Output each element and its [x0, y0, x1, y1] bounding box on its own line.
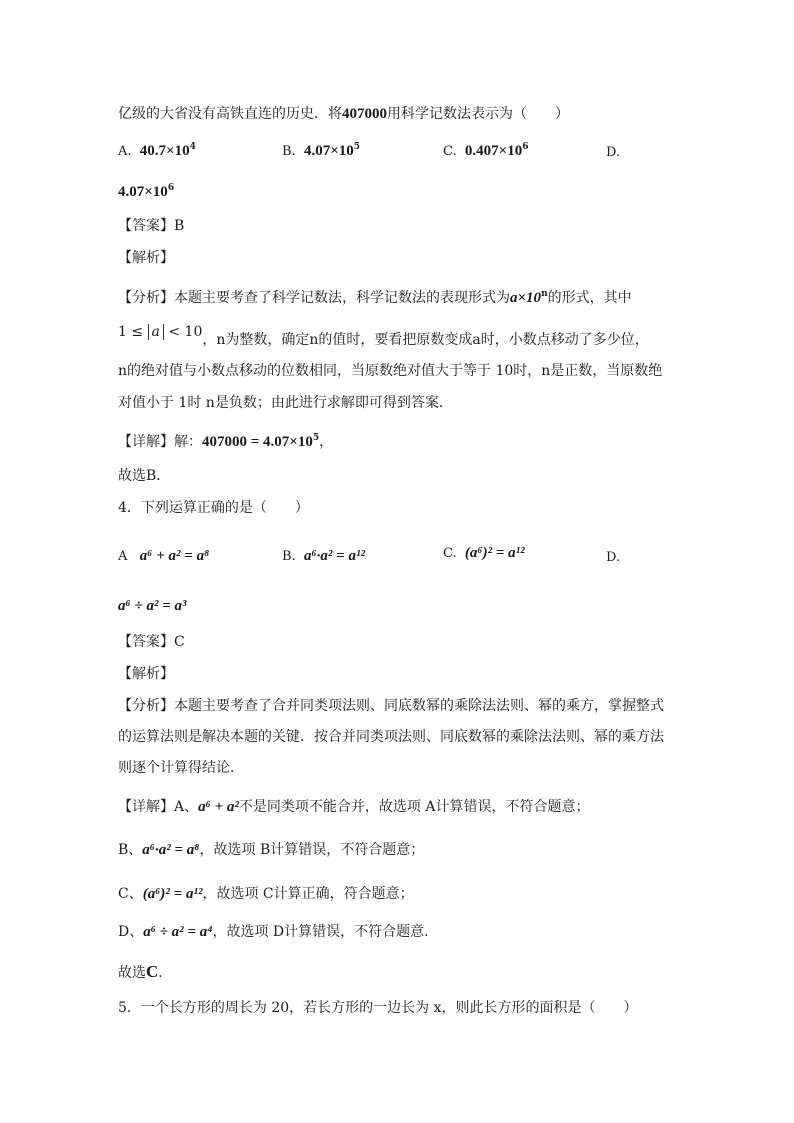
q3-conclusion: 故选B． — [118, 468, 171, 484]
q4-option-b: B. a⁶·a² = a¹² — [282, 548, 365, 564]
q4-stem: 4．下列运算正确的是（ ） — [118, 500, 309, 516]
q3-stem — [118, 104, 569, 124]
q3-answer: 【答案】B — [118, 218, 185, 234]
q4-detail-d: D、a⁶ ÷ a² = a⁴，故选项 D计算错误，不符合题意． — [118, 924, 439, 940]
q3-option-d: $4.07\times 10^6$ — [118, 183, 175, 200]
q3-option-b: B. $4.07\times 10^5$ — [282, 142, 361, 159]
q4-detail-c: C、(a⁶)² = a¹²，故选项 C计算正确，符合题意； — [118, 886, 414, 902]
q4-option-a: A a⁶ + a² = a⁸ — [118, 548, 210, 564]
q4-detail-b: B、a⁶·a² = a⁸，故选项 B计算错误，不符合题意； — [118, 842, 425, 858]
q3-option-a: A. $40.7\times 10^4$ — [118, 142, 196, 159]
q3-analysis-line-1: 【分析】本题主要考查了科学记数法，科学记数法的表现形式为$a\times 10^n$的形式，其中 — [118, 289, 632, 306]
q3-analysis-line-3: n的绝对值与小数点移动的位数相同，当原数绝对值大于等于 10时，n是正数，当原数绝 — [118, 363, 663, 379]
q4-conclusion: 故选C． — [118, 962, 173, 981]
q3-analysis-line-4: 对值小于 1时 n是负数；由此进行求解即可得到答案． — [118, 395, 453, 411]
q4-option-d-label: D. — [606, 550, 621, 565]
q3-option-d-label: D. — [606, 145, 621, 160]
q4-answer: 【答案】C — [118, 634, 185, 650]
q3-detail: 【详解】解：$407000 = 4.07\times 10^5$， — [118, 433, 334, 450]
q5-stem: 5．一个长方形的周长为 20，若长方形的一边长为 x，则此长方形的面积是（ ） — [118, 1000, 638, 1016]
q4-analysis-title: 【解析】 — [118, 666, 174, 682]
q3-option-c: C. $0.407\times 10^6$ — [443, 142, 529, 159]
q4-option-c: C. (a⁶)² = a¹² — [443, 545, 525, 561]
q4-option-d: a⁶ ÷ a² = a³ — [118, 598, 187, 614]
q3-analysis-title: 【解析】 — [118, 250, 174, 266]
q4-analysis-line-2: 的运算法则是解决本题的关键．按合并同类项法则、同底数幂的乘除法法则、幂的乘方法 — [118, 729, 664, 745]
q4-analysis-line-1: 【分析】本题主要考查了合并同类项法则、同底数幂的乘除法法则、幂的乘方，掌握整式 — [118, 698, 664, 714]
q4-analysis-line-3: 则逐个计算得结论． — [118, 760, 244, 776]
q3-stem-text: 亿级的大省没有高铁直连的历史．将 — [118, 106, 342, 122]
q3-stem-number: 407000 — [342, 106, 387, 122]
q3-stem-tail: 用科学记数法表示为（ ） — [387, 106, 569, 122]
q4-detail-a: 【详解】A、a⁶ + a²不是同类项不能合并，故选项 A计算错误，不符合题意； — [118, 799, 590, 815]
q3-analysis-line-2: 1 ≤ a < 10，n为整数，确定n的值时，要看把原数变成a时，小数点移动了多少位， — [118, 324, 649, 348]
